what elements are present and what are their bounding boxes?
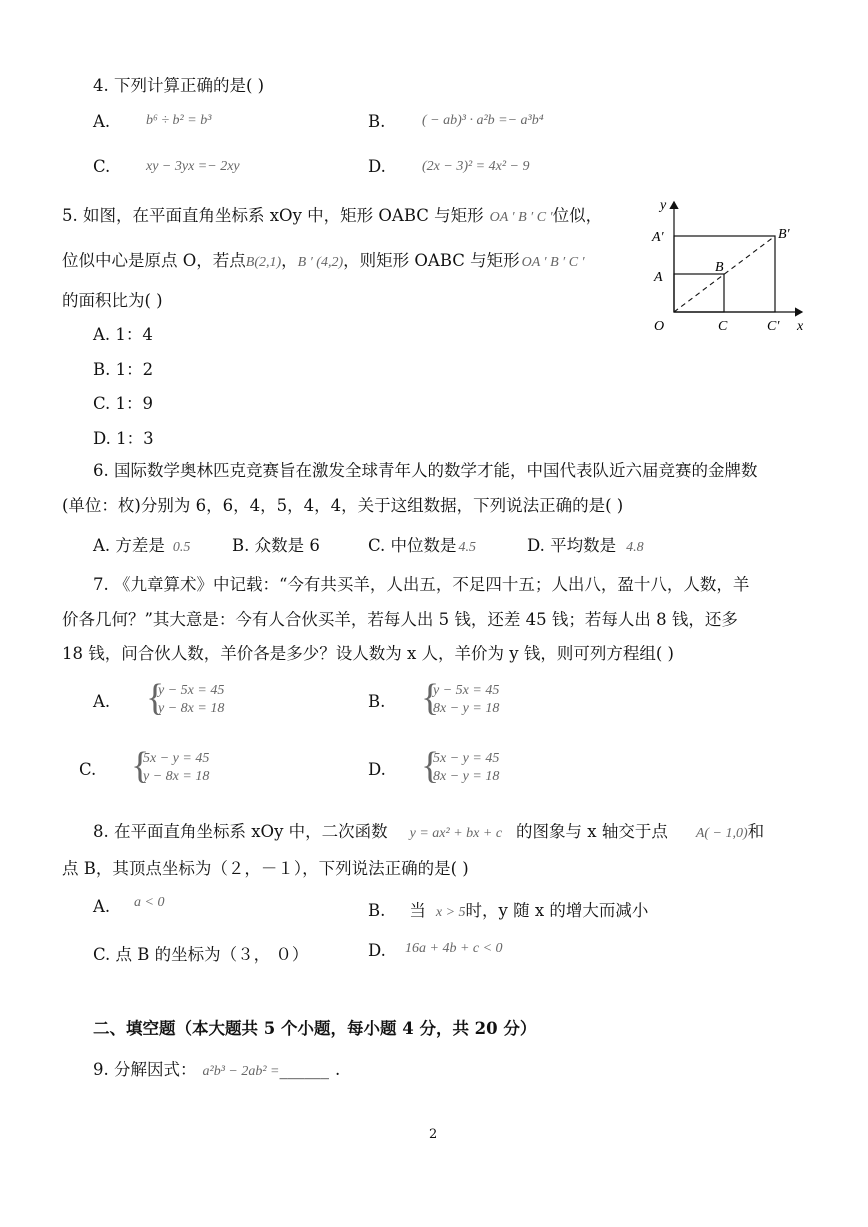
section-2-heading: 二、填空题（本大题共 5 个小题，每小题 4 分，共 20 分） [93, 1019, 537, 1038]
q8-option-d-expr: 16a + 4b + c < 0 [405, 941, 503, 956]
label-b-prime: B′ [778, 227, 790, 242]
q6-option-b: B. 众数是 6 [232, 536, 320, 555]
q7-line3: 18 钱，问合伙人数，羊价各是多少？设人数为 x 人，羊价为 y 钱，则可列方程组( ) [62, 644, 674, 663]
q4-option-d-label: D. [368, 157, 386, 176]
q5-line1: 5. 如图，在平面直角坐标系 xOy 中，矩形 OABC 与矩形 OA ′ B ′ C ′位似， [62, 206, 603, 225]
q4-option-b-expr: ( − ab)³ · a²b =− a³b⁴ [422, 113, 544, 128]
q7-line1: 7. 《九章算术》中记载：“今有共买羊，人出五，不足四十五；人出八，盈十八，人数，羊 [93, 575, 750, 594]
q8-line2: 点 B，其顶点坐标为（２，－１），下列说法正确的是( ) [62, 859, 469, 878]
page-number: 2 [429, 1127, 438, 1142]
q5-option-a: A. 1：4 [93, 325, 153, 344]
q8-option-d-label: D. [368, 941, 386, 960]
q8-option-a-label: A. [93, 897, 111, 916]
q5-option-d: D. 1：3 [93, 429, 154, 448]
q7-option-d-label: D. [368, 760, 386, 779]
q8-option-b: B. 当 x > 5时，y 随 x 的增大而减小 [368, 901, 649, 920]
q7-option-a-label: A. [93, 692, 111, 711]
q5-option-c: C. 1：9 [93, 394, 154, 413]
q6-option-c: C. 中位数是 4.5 [368, 536, 477, 555]
q8-option-a-expr: a < 0 [134, 895, 165, 910]
q5-coordinate-figure [640, 192, 815, 342]
q7-option-b-label: B. [368, 692, 386, 711]
q4-option-d-expr: (2x − 3)² = 4x² − 9 [422, 159, 530, 174]
q9-line: 9. 分解因式： a²b³ − 2ab² =______ . [93, 1060, 341, 1079]
label-y: y [660, 198, 667, 213]
label-a-prime: A′ [652, 230, 664, 245]
q5-line3: 的面积比为( ) [62, 291, 163, 310]
label-b: B [715, 260, 724, 275]
q4-option-a-expr: b⁶ ÷ b² = b³ [146, 113, 212, 128]
label-a: A [654, 270, 663, 285]
q6-option-d: D. 平均数是 4.8 [527, 536, 644, 555]
label-c-prime: C′ [767, 319, 780, 334]
q6-line2: (单位：枚)分别为 6，6，4，5，4，4，关于这组数据，下列说法正确的是( ) [62, 496, 624, 515]
q4-option-b-label: B. [368, 112, 386, 131]
q8-line1: 8. 在平面直角坐标系 xOy 中，二次函数 y = ax² + bx + c 的图象与 x 轴交于点 A( − 1,0)和 [93, 822, 765, 841]
q7-option-c-label: C. [79, 760, 97, 779]
q7-line2: 价各几何？”其大意是：今有人合伙买羊，若每人出 5 钱，还差 45 钱；若每人出 8 钱，还多 [62, 610, 738, 629]
label-x: x [797, 319, 804, 334]
label-o: O [654, 319, 665, 334]
q5-option-b: B. 1：2 [93, 360, 154, 379]
q8-option-c: C. 点 B 的坐标为（３， ０） [93, 945, 309, 964]
q5-line2: 位似中心是原点 O，若点B(2,1)，B ′ (4,2)，则矩形 OABC 与矩形 OA ′ B ′ C ′ [62, 251, 585, 270]
q4-option-c-expr: xy − 3yx =− 2xy [146, 159, 240, 174]
q4-stem: 4. 下列计算正确的是( ) [93, 76, 265, 95]
q4-option-c-label: C. [93, 157, 111, 176]
q4-option-a-label: A. [93, 112, 111, 131]
q6-line1: 6. 国际数学奥林匹克竞赛旨在激发全球青年人的数学才能，中国代表队近六届竞赛的金牌数 [93, 461, 758, 480]
q6-option-a: A. 方差是 0.5 [93, 536, 191, 555]
label-c: C [718, 319, 728, 334]
